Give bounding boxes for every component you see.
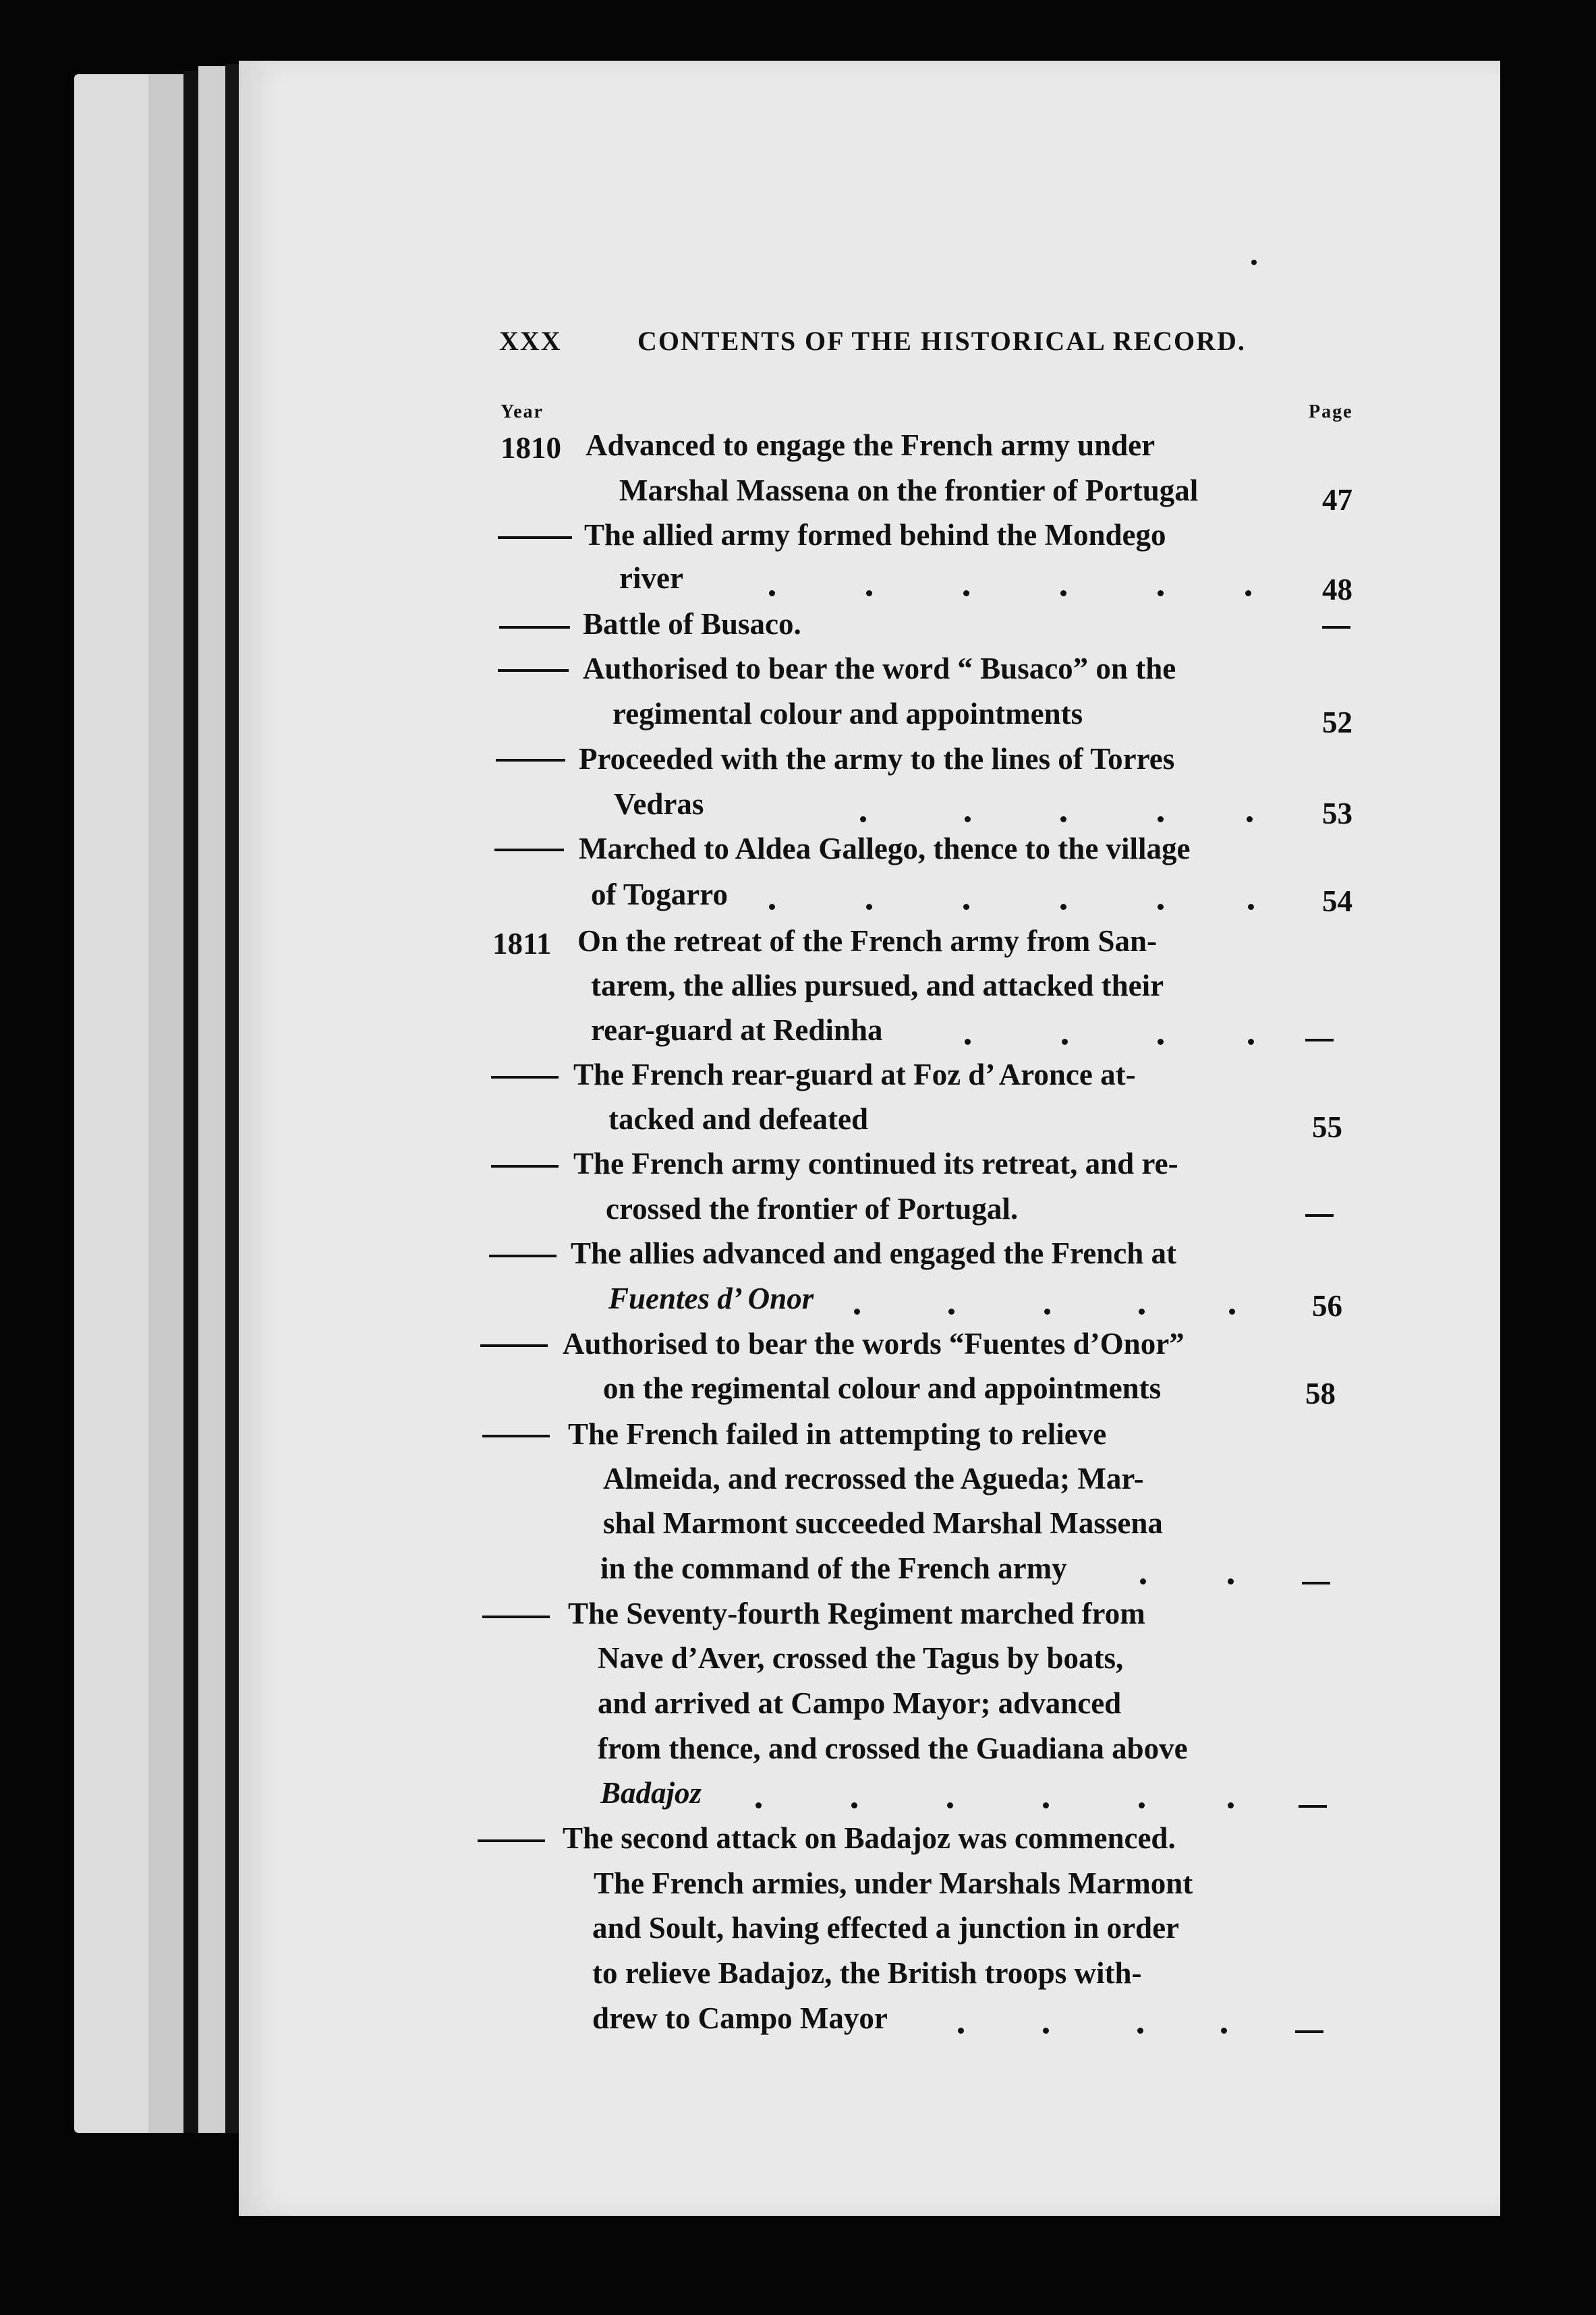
entry-text-line: Almeida, and recrossed the Agueda; Mar-: [603, 1462, 1144, 1495]
ditto-dash: [499, 626, 570, 629]
leader-dot: [1248, 1039, 1254, 1045]
leader-dot: [947, 1802, 953, 1808]
leader-dot: [1043, 2028, 1049, 2034]
leader-dot: [1158, 1039, 1164, 1045]
leader-dot: [1139, 1309, 1145, 1315]
entry-text-line: The French rear-guard at Foz d’ Aronce at-: [573, 1058, 1136, 1091]
entry-page-number: 52: [1322, 706, 1352, 739]
book-edge: [225, 64, 239, 2133]
page-title: CONTENTS OF THE HISTORICAL RECORD.: [637, 326, 1246, 356]
leader-dot: [756, 1802, 762, 1808]
page-ditto-dash: [1322, 626, 1350, 629]
entry-text-line: and arrived at Campo Mayor; advanced: [598, 1686, 1122, 1720]
entry-text-line: On the retreat of the French army from San-: [577, 924, 1157, 958]
entry-text-line: Vedras: [614, 787, 704, 821]
leader-dot: [963, 904, 969, 910]
entry-page-number: 58: [1305, 1377, 1336, 1410]
entry-text-line: The second attack on Badajoz was commenced.: [563, 1821, 1176, 1855]
entry-text-line: regimental colour and appointments: [612, 697, 1083, 731]
entry-text-line: Authorised to bear the words “Fuentes d’Onor”: [563, 1327, 1185, 1361]
entry-text-line: and Soult, having effected a junction in order: [592, 1911, 1180, 1945]
entry-text-line: crossed the frontier of Portugal.: [606, 1192, 1019, 1226]
leader-dot: [1221, 2028, 1227, 2034]
entry-text-line: The French army continued its retreat, and re-: [573, 1147, 1178, 1180]
leader-dot: [1158, 590, 1164, 596]
entry-year: 1811: [492, 927, 552, 961]
leader-dot: [1247, 816, 1253, 822]
entry-text-line: Nave d’Aver, crossed the Tagus by boats,: [598, 1641, 1124, 1675]
entry-text-line: The allied army formed behind the Mondego: [584, 518, 1166, 552]
entry-page-number: 56: [1312, 1289, 1342, 1323]
page-ditto-dash: [1295, 2030, 1323, 2033]
entry-text-line: of Togarro: [591, 878, 728, 911]
ditto-dash: [496, 759, 565, 762]
entry-year: 1810: [501, 431, 561, 465]
leader-dot: [1140, 1578, 1146, 1584]
ditto-dash: [482, 1435, 550, 1437]
leader-dot: [965, 1039, 971, 1045]
entry-page-number: 53: [1322, 797, 1352, 830]
entry-text-line: The Seventy-fourth Regiment marched from: [568, 1597, 1145, 1630]
entry-text-line: to relieve Badajoz, the British troops with-: [592, 1956, 1142, 1990]
page-ditto-dash: [1305, 1039, 1334, 1041]
entry-text-line: Authorised to bear the word “ Busaco” on the: [583, 652, 1176, 685]
book-edge: [198, 66, 225, 2133]
entry-text-line: Badajoz: [600, 1776, 702, 1810]
entry-text-line: rear-guard at Redinha: [591, 1013, 883, 1047]
column-header-year: Year: [501, 401, 544, 422]
leader-dot: [860, 816, 866, 822]
leader-dot: [1229, 1309, 1235, 1315]
leader-dot: [769, 590, 775, 596]
entry-text-line: Marshal Massena on the frontier of Portugal: [619, 474, 1199, 507]
entry-text-line: river: [619, 561, 683, 595]
ditto-dash: [494, 849, 564, 851]
entry-text-line: in the command of the French army: [600, 1551, 1067, 1585]
leader-dot: [1158, 904, 1164, 910]
entry-page-number: 48: [1322, 573, 1352, 606]
leader-dot: [1060, 590, 1066, 596]
entry-text-line: tarem, the allies pursued, and attacked their: [591, 969, 1164, 1002]
book-edge: [148, 74, 183, 2133]
entry-text-line: Advanced to engage the French army under: [586, 428, 1156, 462]
ditto-dash: [498, 669, 569, 672]
ditto-dash: [480, 1344, 548, 1347]
entry-text-line: Fuentes d’ Onor: [608, 1282, 814, 1315]
leader-dot: [1060, 904, 1066, 910]
leader-dot: [965, 816, 971, 822]
ditto-dash: [482, 1616, 550, 1618]
ditto-dash: [489, 1255, 557, 1257]
entry-text-line: The allies advanced and engaged the French at: [571, 1236, 1176, 1270]
entry-page-number: 54: [1322, 884, 1352, 918]
entry-text-line: shal Marmont succeeded Marshal Massena: [603, 1506, 1163, 1540]
leader-dot: [1228, 1802, 1234, 1808]
book-edge: [74, 74, 148, 2133]
entry-text-line: Proceeded with the army to the lines of Torres: [579, 742, 1175, 776]
ditto-dash: [491, 1165, 559, 1168]
entry-text-line: on the regimental colour and appointments: [603, 1371, 1162, 1405]
leader-dot: [1158, 816, 1164, 822]
leader-dot: [958, 2028, 964, 2034]
leader-dot: [1139, 1802, 1145, 1808]
leader-dot: [1043, 1802, 1049, 1808]
leader-dot: [963, 590, 969, 596]
folio-number: XXX: [499, 326, 562, 356]
page-ditto-dash: [1305, 1214, 1334, 1217]
leader-dot: [866, 590, 872, 596]
entry-text-line: from thence, and crossed the Guadiana above: [598, 1732, 1188, 1765]
leader-dot: [1248, 904, 1254, 910]
leader-dot: [854, 1309, 860, 1315]
entry-text-line: drew to Campo Mayor: [592, 2001, 888, 2035]
ditto-dash: [491, 1076, 559, 1079]
ditto-dash: [498, 536, 572, 539]
leader-dot: [1044, 1309, 1050, 1315]
entry-text-line: Marched to Aldea Gallego, thence to the village: [579, 832, 1191, 865]
leader-dot: [948, 1309, 954, 1315]
entry-text-line: The French armies, under Marshals Marmont: [594, 1866, 1193, 1900]
leader-dot: [769, 904, 775, 910]
leader-dot: [866, 904, 872, 910]
book-edge: [183, 71, 198, 2133]
leader-dot: [1245, 590, 1251, 596]
leader-dot: [1060, 816, 1066, 822]
page-ditto-dash: [1299, 1805, 1327, 1808]
leader-dot: [1137, 2028, 1143, 2034]
entry-page-number: 47: [1322, 483, 1352, 517]
entry-page-number: 55: [1312, 1110, 1342, 1144]
page-ditto-dash: [1302, 1582, 1330, 1584]
ditto-dash: [478, 1839, 545, 1842]
column-header-page: Page: [1309, 401, 1353, 422]
entry-text-line: The French failed in attempting to relieve: [568, 1417, 1107, 1451]
entry-text-line: Battle of Busaco.: [583, 607, 801, 641]
entry-text-line: tacked and defeated: [608, 1102, 868, 1136]
leader-dot: [1228, 1578, 1234, 1584]
leader-dot: [1062, 1039, 1068, 1045]
leader-dot: [851, 1802, 857, 1808]
ink-speck: [1251, 260, 1257, 265]
